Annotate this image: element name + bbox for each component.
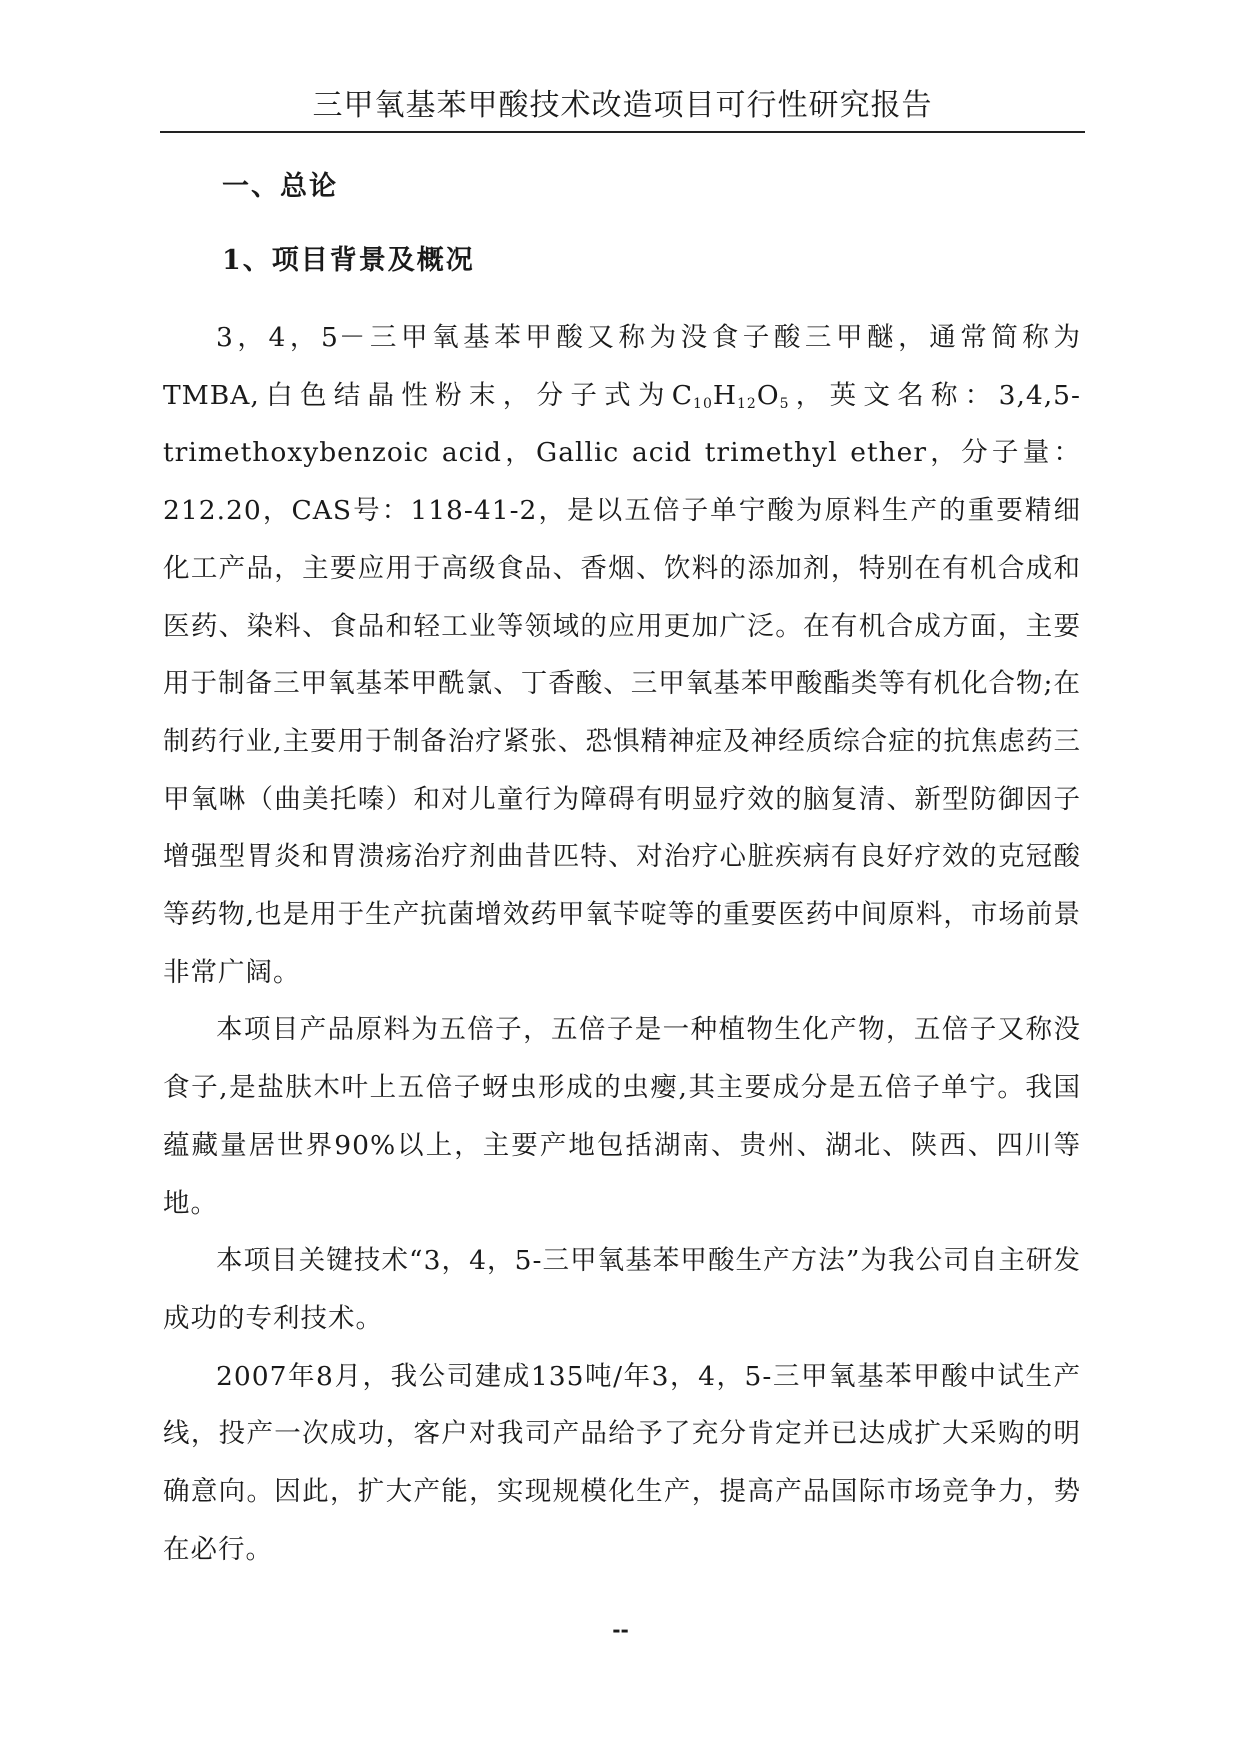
paragraph-product-overview: [163, 309, 1081, 1001]
paragraph-key-technology: 本项目关键技术“3，4，5-三甲氧基苯甲酸生产方法”为我公司自主研发成功的专利技术。: [163, 1245, 1081, 1334]
molecular-formula: $C_{10}H_{12}O_5$: [671, 379, 790, 412]
body-text: [163, 309, 1081, 1578]
paragraph-intro: 3，4，5－三甲氧基苯甲酸又称为没食子酸三甲醚，通常简称为TMBA,白色结晶性粉末，分子式为: [163, 322, 1081, 411]
section-heading: 1、项目背景及概况: [222, 245, 475, 276]
paragraph-rest: ，英文名称：3,4,5-trimethoxybenzoic acid，Gallic acid trimethyl ether，分子量：212.20，CAS号：118-41-2，是以五倍子单宁酸为原料生产的重要精细化工产品，主要应用于高级食品、香烟、饮料的添加剂，特别在有机合成和医药、染料、食品和轻工业等领域的应用更加广泛。在有机合成方面，主要用于制备三甲氧基苯甲酰氯、丁香酸、三甲氧基苯甲酸酯类等有机化合物;在制药行业,主要用于制备治疗紧张、恐惧精神症及神经质综合症的抗焦虑药三甲氧啉（曲美托嗪）和对儿童行为障碍有明显疗效的脑复清、新型防御因子增强型胃炎和胃溃疡治疗剂曲昔匹特、对治疗心脏疾病有良好疗效的克冠酸等药物,也是用于生产抗菌增效药甲氧苄啶等的重要医药中间原料，市场前景非常广阔。: [163, 379, 1081, 988]
paragraph-pilot-line: 2007年8月，我公司建成135吨/年3，4，5-三甲氧基苯甲酸中试生产线，投产一次成功，客户对我司产品给予了充分肯定并已达成扩大采购的明确意向。因此，扩大产能，实现规模化生产，提高产品国际市场竞争力，势在必行。: [163, 1360, 1081, 1565]
paragraph-raw-material: 本项目产品原料为五倍子，五倍子是一种植物生化产物，五倍子又称没食子,是盐肤木叶上五倍子蚜虫形成的虫瘿,其主要成分是五倍子单宁。我国蕴藏量居世界90%以上，主要产地包括湖南、贵州、湖北、陕西、四川等地。: [163, 1014, 1081, 1219]
chapter-heading: 一、总论: [222, 171, 338, 202]
running-header-title: 三甲氧基苯甲酸技术改造项目可行性研究报告: [312, 88, 933, 123]
page-number: --: [612, 1618, 629, 1642]
header-rule: [160, 131, 1085, 133]
